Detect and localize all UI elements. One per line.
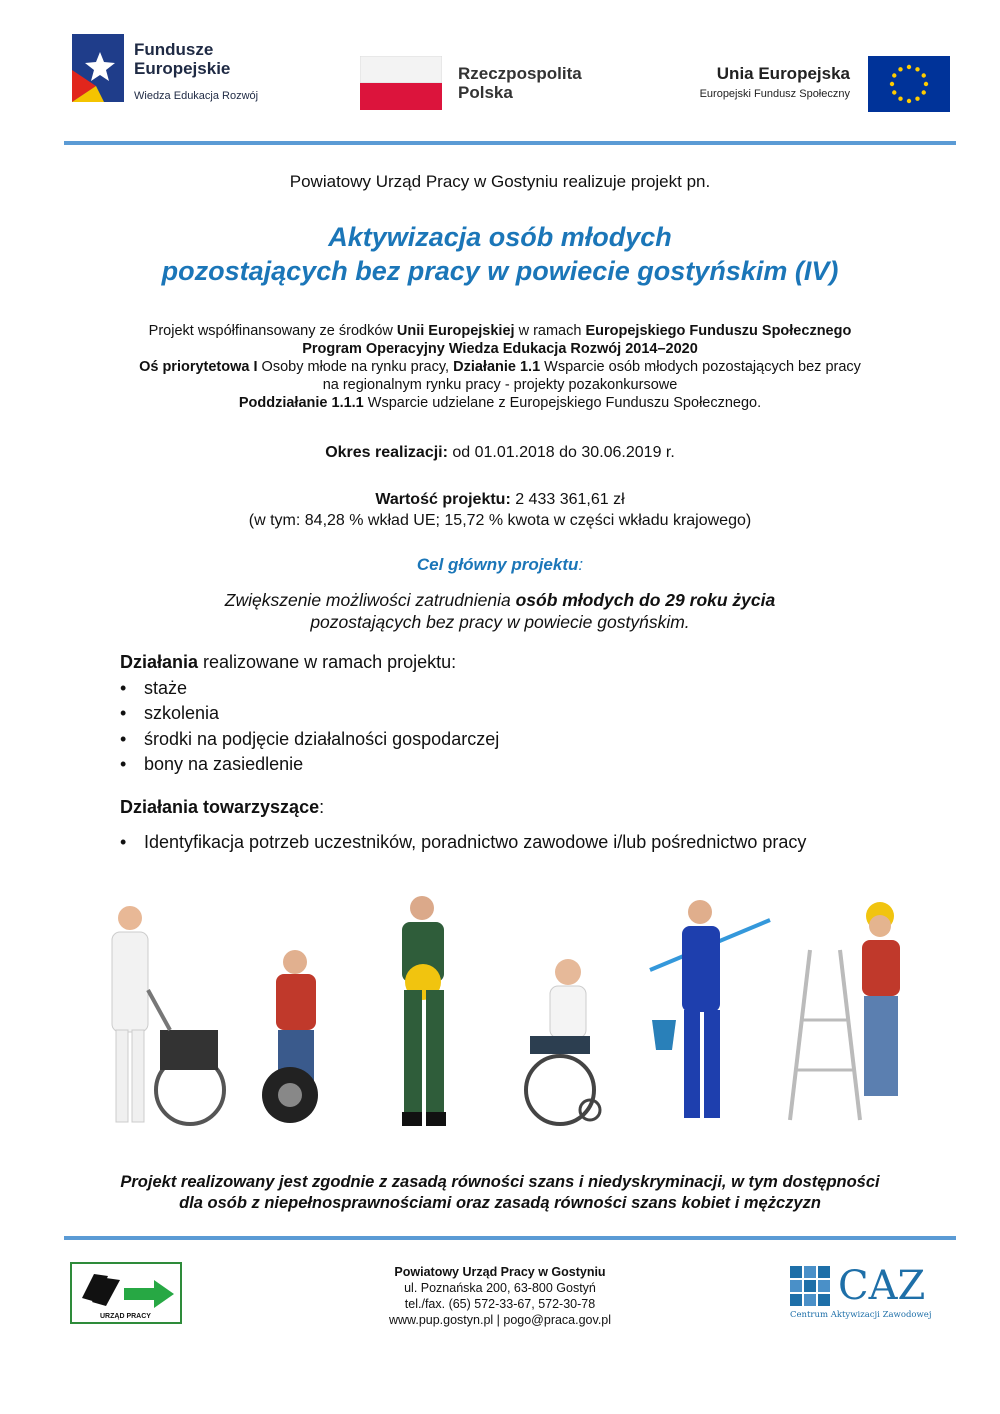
- polish-flag-icon: [360, 56, 442, 110]
- unia-europejska-logo: [680, 56, 950, 112]
- pl-line2: Polska: [458, 83, 513, 102]
- ue-subtitle: Europejski Fundusz Społeczny: [699, 88, 850, 100]
- title-line1: Aktywizacja osób młodych: [328, 222, 672, 252]
- eu-star: [922, 90, 926, 94]
- goal-heading: Cel główny projektu:: [416, 555, 584, 574]
- support-section: [120, 832, 920, 853]
- list-item: • Identyfikacja potrzeb uczestników, poradnictwo zawodowe i/lub pośrednictwo pracy: [144, 832, 920, 853]
- contact-phone: tel./fax. (65) 572-33-67, 572-30-78: [404, 1297, 596, 1311]
- eu-star: [898, 97, 902, 101]
- funding-info: Projekt współfinansowany ze środków Unii Europejskiej w ramach Europejskiego Funduszu Społecznego Program Operacyjny Wiedza Edukacja Rozwój 2014–2020 Oś priorytetowa I Osoby młode na rynku pracy, Działanie 1.1 Wsparcie osób młodych pozostających bez pracy na regionalnym rynku pracy - projekty pozakonkursowe Poddziałanie 1.1.1 Wsparcie udzielane z Europejskiego Funduszu Społecznego.: [139, 323, 861, 411]
- pl-line1: Rzeczpospolita: [458, 64, 582, 83]
- caz-subtitle: Centrum Aktywizacji Zawodowej: [790, 1310, 932, 1320]
- eu-star: [892, 73, 896, 77]
- fe-star-icon: [66, 30, 128, 106]
- project-value: Wartość projektu: 2 433 361,61 zł (w tym: 84,28 % wkład UE; 15,72 % kwota w części wkładu krajowego): [248, 491, 752, 529]
- eu-star: [907, 65, 911, 69]
- eu-star: [924, 82, 928, 86]
- bottom-rule: [64, 1236, 956, 1240]
- mechanic-woman-figure: [262, 950, 318, 1123]
- list-item: • staże: [144, 676, 920, 702]
- list-item: • szkolenia: [144, 701, 920, 727]
- goal-text: Zwiększenie możliwości zatrudnienia osób młodych do 29 roku życia pozostających bez pracy w powiecie gostyńskim.: [224, 590, 776, 632]
- actions-section: Działania realizowane w ramach projektu: • staże • szkolenia • środki na podjęcie działalności gospodarczej • bony na zasiedlenie: [120, 650, 920, 778]
- support-heading: Działania towarzyszące:: [120, 797, 325, 817]
- caz-logo: [790, 1264, 950, 1324]
- fe-line1: Fundusze: [134, 40, 214, 59]
- people-photo-collage: [90, 890, 930, 1140]
- cleaner-figure: [650, 900, 770, 1118]
- eu-star: [898, 67, 902, 71]
- eu-star: [915, 67, 919, 71]
- urzad-pracy-logo: URZĄD PRACY: [70, 1262, 182, 1324]
- top-rule: [64, 141, 956, 145]
- equality-note: Projekt realizowany jest zgodnie z zasadą równości szans i niedyskryminacji, w tym dostępności dla osób z niepełnosprawnościami oraz zasadą równości szans kobiet i mężczyzn: [120, 1173, 880, 1212]
- intro-text: Powiatowy Urząd Pracy w Gostyniu realizuje projekt pn.: [289, 172, 711, 191]
- caz-grid-icon: [790, 1266, 832, 1306]
- title-line2: pozostających bez pracy w powiecie gostyńskim (IV): [161, 256, 839, 286]
- eu-star: [907, 99, 911, 103]
- fe-subtitle: Wiedza Edukacja Rozwój: [134, 90, 259, 102]
- contact-web[interactable]: www.pup.gostyn.pl | pogo@praca.gov.pl: [388, 1313, 612, 1327]
- eu-star: [915, 97, 919, 101]
- wheelchair-woman-figure: [526, 959, 600, 1124]
- support-list: [120, 832, 920, 853]
- actions-list: [120, 676, 920, 778]
- project-title: [0, 220, 1000, 288]
- gardener-figure: [402, 896, 446, 1126]
- eu-flag-icon: [868, 56, 950, 112]
- builder-woman-figure: [790, 902, 900, 1120]
- caz-title: CAZ: [838, 1263, 926, 1309]
- contact-address: ul. Poznańska 200, 63-800 Gostyń: [404, 1281, 596, 1295]
- list-item: • bony na zasiedlenie: [144, 752, 920, 778]
- list-item: • środki na podjęcie działalności gospodarczej: [144, 727, 920, 753]
- rzeczpospolita-polska-logo: [360, 56, 600, 112]
- ue-title: Unia Europejska: [716, 64, 850, 83]
- eu-star: [890, 82, 894, 86]
- contact-name: Powiatowy Urząd Pracy w Gostyniu: [394, 1265, 606, 1279]
- fundusze-europejskie-logo: [66, 30, 296, 118]
- doctor-figure: [112, 906, 224, 1124]
- eu-star: [892, 90, 896, 94]
- realization-period: Okres realizacji: od 01.01.2018 do 30.06.2019 r.: [325, 444, 675, 461]
- eu-star: [922, 73, 926, 77]
- fe-line2: Europejskie: [134, 59, 231, 78]
